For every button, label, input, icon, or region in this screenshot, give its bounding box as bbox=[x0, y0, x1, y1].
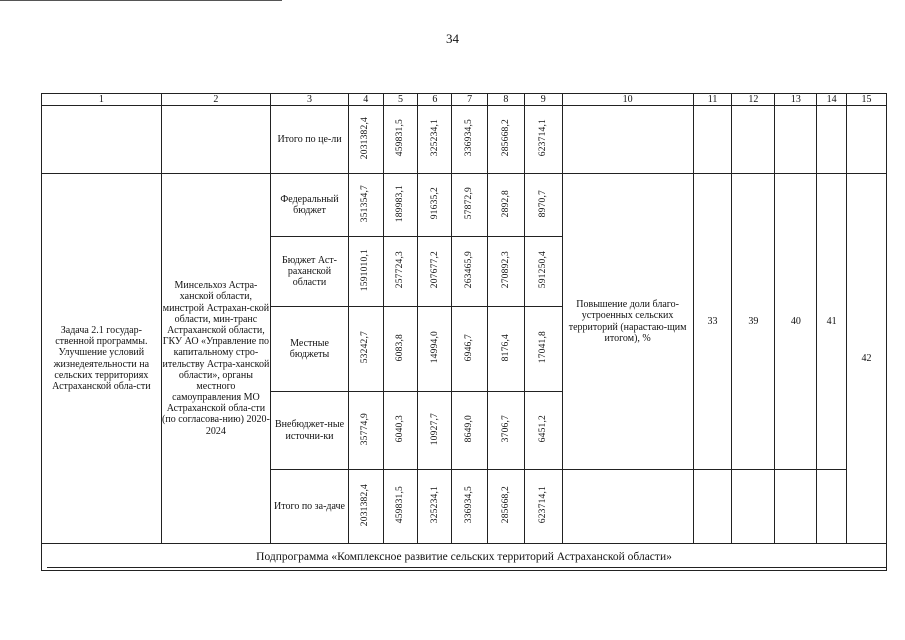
bottom-rule bbox=[47, 567, 887, 568]
value-cell bbox=[383, 470, 418, 544]
value: 8176,4 bbox=[500, 333, 511, 362]
value: 6451,2 bbox=[537, 415, 548, 443]
value-cell bbox=[524, 174, 562, 237]
target-value: 42 bbox=[846, 174, 886, 544]
value-cell bbox=[418, 307, 452, 392]
value: 189983,1 bbox=[395, 184, 406, 223]
empty-cell bbox=[693, 106, 732, 174]
value: 10927,7 bbox=[429, 412, 440, 446]
target-value: 39 bbox=[732, 174, 775, 470]
value-cell bbox=[348, 174, 383, 237]
value: 591250,4 bbox=[537, 251, 548, 289]
funding-source-label: Бюджет Аст-раханской области bbox=[271, 237, 349, 307]
value-cell bbox=[452, 307, 488, 392]
header-cell: 12 bbox=[732, 94, 775, 106]
header-cell: 14 bbox=[817, 94, 847, 106]
header-cell: 1 bbox=[42, 94, 162, 106]
value-cell bbox=[524, 392, 562, 470]
budget-table bbox=[41, 93, 887, 571]
funding-source-label: Местные бюджеты bbox=[271, 307, 349, 392]
value-cell bbox=[524, 307, 562, 392]
header-cell: 2 bbox=[161, 94, 270, 106]
empty-cell bbox=[42, 106, 162, 174]
value: 351354,7 bbox=[360, 184, 371, 223]
value-cell bbox=[452, 106, 488, 174]
empty-cell bbox=[846, 106, 886, 174]
value: 2031382,4 bbox=[360, 483, 371, 526]
header-cell: 15 bbox=[846, 94, 886, 106]
value: 91635,2 bbox=[429, 187, 440, 220]
target-value: 41 bbox=[817, 174, 847, 470]
target-value: 40 bbox=[775, 174, 817, 470]
value: 3706,7 bbox=[500, 415, 511, 443]
value-cell bbox=[452, 237, 488, 307]
value: 263465,9 bbox=[464, 251, 475, 289]
value: 325234,1 bbox=[429, 486, 440, 524]
value: 459831,5 bbox=[395, 119, 406, 157]
value: 1591010,1 bbox=[360, 248, 371, 291]
value-cell bbox=[452, 174, 488, 237]
empty-cell bbox=[732, 470, 775, 544]
value-cell bbox=[348, 307, 383, 392]
value: 459831,5 bbox=[395, 486, 406, 524]
value-cell bbox=[452, 470, 488, 544]
value: 35774,9 bbox=[360, 412, 371, 446]
value-cell bbox=[418, 237, 452, 307]
value-cell bbox=[487, 392, 524, 470]
empty-cell bbox=[775, 470, 817, 544]
value-cell bbox=[452, 392, 488, 470]
goal-total-row bbox=[42, 106, 887, 174]
value: 2892,8 bbox=[500, 189, 511, 218]
value-cell bbox=[383, 106, 418, 174]
value-cell bbox=[487, 307, 524, 392]
value: 6040,3 bbox=[395, 415, 406, 443]
value: 2031382,4 bbox=[360, 116, 371, 159]
value-cell bbox=[487, 237, 524, 307]
header-cell: 10 bbox=[562, 94, 693, 106]
value: 8649,0 bbox=[464, 415, 475, 443]
value: 17041,8 bbox=[537, 331, 548, 364]
value-cell bbox=[348, 106, 383, 174]
header-cell: 11 bbox=[693, 94, 732, 106]
empty-cell bbox=[562, 470, 693, 544]
empty-cell bbox=[732, 106, 775, 174]
value-cell bbox=[348, 392, 383, 470]
task-total-label: Итого по за-даче bbox=[271, 470, 349, 544]
value: 285668,2 bbox=[500, 486, 511, 524]
funding-source-label: Федеральный бюджет bbox=[271, 174, 349, 237]
goal-total-label: Итого по це-ли bbox=[271, 106, 349, 174]
indicator-name: Повышение доли благо-устроенных сельских территорий (нарастаю-щим итогом), % bbox=[562, 174, 693, 470]
empty-cell bbox=[693, 470, 732, 544]
funding-source-label: Внебюджет-ные источни-ки bbox=[271, 392, 349, 470]
value-cell bbox=[383, 392, 418, 470]
value: 623714,1 bbox=[537, 119, 548, 157]
header-row bbox=[42, 94, 887, 106]
value-cell bbox=[418, 392, 452, 470]
value: 623714,1 bbox=[537, 486, 548, 524]
value-cell bbox=[418, 106, 452, 174]
target-value: 33 bbox=[693, 174, 732, 470]
header-cell: 13 bbox=[775, 94, 817, 106]
value: 14994,0 bbox=[429, 331, 440, 364]
value: 6946,7 bbox=[464, 333, 475, 362]
empty-cell bbox=[775, 106, 817, 174]
value: 257724,3 bbox=[395, 251, 406, 289]
header-cell: 6 bbox=[418, 94, 452, 106]
empty-cell bbox=[817, 470, 847, 544]
value-cell bbox=[383, 174, 418, 237]
value: 336934,5 bbox=[464, 119, 475, 157]
value-cell bbox=[383, 237, 418, 307]
value: 6083,8 bbox=[395, 333, 406, 362]
header-cell: 3 bbox=[271, 94, 349, 106]
value: 57872,9 bbox=[464, 187, 475, 220]
header-cell: 4 bbox=[348, 94, 383, 106]
value-cell bbox=[418, 174, 452, 237]
value-cell bbox=[524, 106, 562, 174]
header-cell: 8 bbox=[487, 94, 524, 106]
empty-cell bbox=[817, 106, 847, 174]
value-cell bbox=[383, 307, 418, 392]
value: 207677,2 bbox=[429, 251, 440, 289]
value: 285668,2 bbox=[500, 119, 511, 157]
header-cell: 9 bbox=[524, 94, 562, 106]
empty-cell bbox=[161, 106, 270, 174]
empty-cell bbox=[562, 106, 693, 174]
value-cell bbox=[524, 470, 562, 544]
value-cell bbox=[487, 174, 524, 237]
page-number: 34 bbox=[446, 31, 459, 46]
value-cell bbox=[487, 470, 524, 544]
value-cell bbox=[348, 470, 383, 544]
header-cell: 7 bbox=[452, 94, 488, 106]
task-executors: Минсельхоз Астра-ханской области, минстрой Астрахан-ской области, мин-транс Астраханской области, ГКУ АО «Управление по капитальному стро-ительству Астра-ханской области», органы местного самоуправления МО Астраханской обла-сти (по согласова-нию) 2020-2024 bbox=[161, 174, 270, 544]
value: 270892,3 bbox=[500, 251, 511, 289]
value: 336934,5 bbox=[464, 486, 475, 524]
subprogram-title: Подпрограмма «Комплексное развитие сельских территорий Астраханской области» bbox=[42, 544, 887, 571]
value-cell bbox=[524, 237, 562, 307]
task-name: Задача 2.1 государ-ственной программы. Улучшение условий жизнедеятельности на сельских территориях Астраханской обла-сти bbox=[42, 174, 162, 544]
top-rule bbox=[0, 0, 282, 1]
value: 325234,1 bbox=[429, 119, 440, 157]
value-cell bbox=[487, 106, 524, 174]
funding-row-federal bbox=[42, 174, 887, 237]
value-cell bbox=[348, 237, 383, 307]
value: 8970,7 bbox=[537, 189, 548, 218]
header-cell: 5 bbox=[383, 94, 418, 106]
value: 53242,7 bbox=[360, 331, 371, 364]
value-cell bbox=[418, 470, 452, 544]
